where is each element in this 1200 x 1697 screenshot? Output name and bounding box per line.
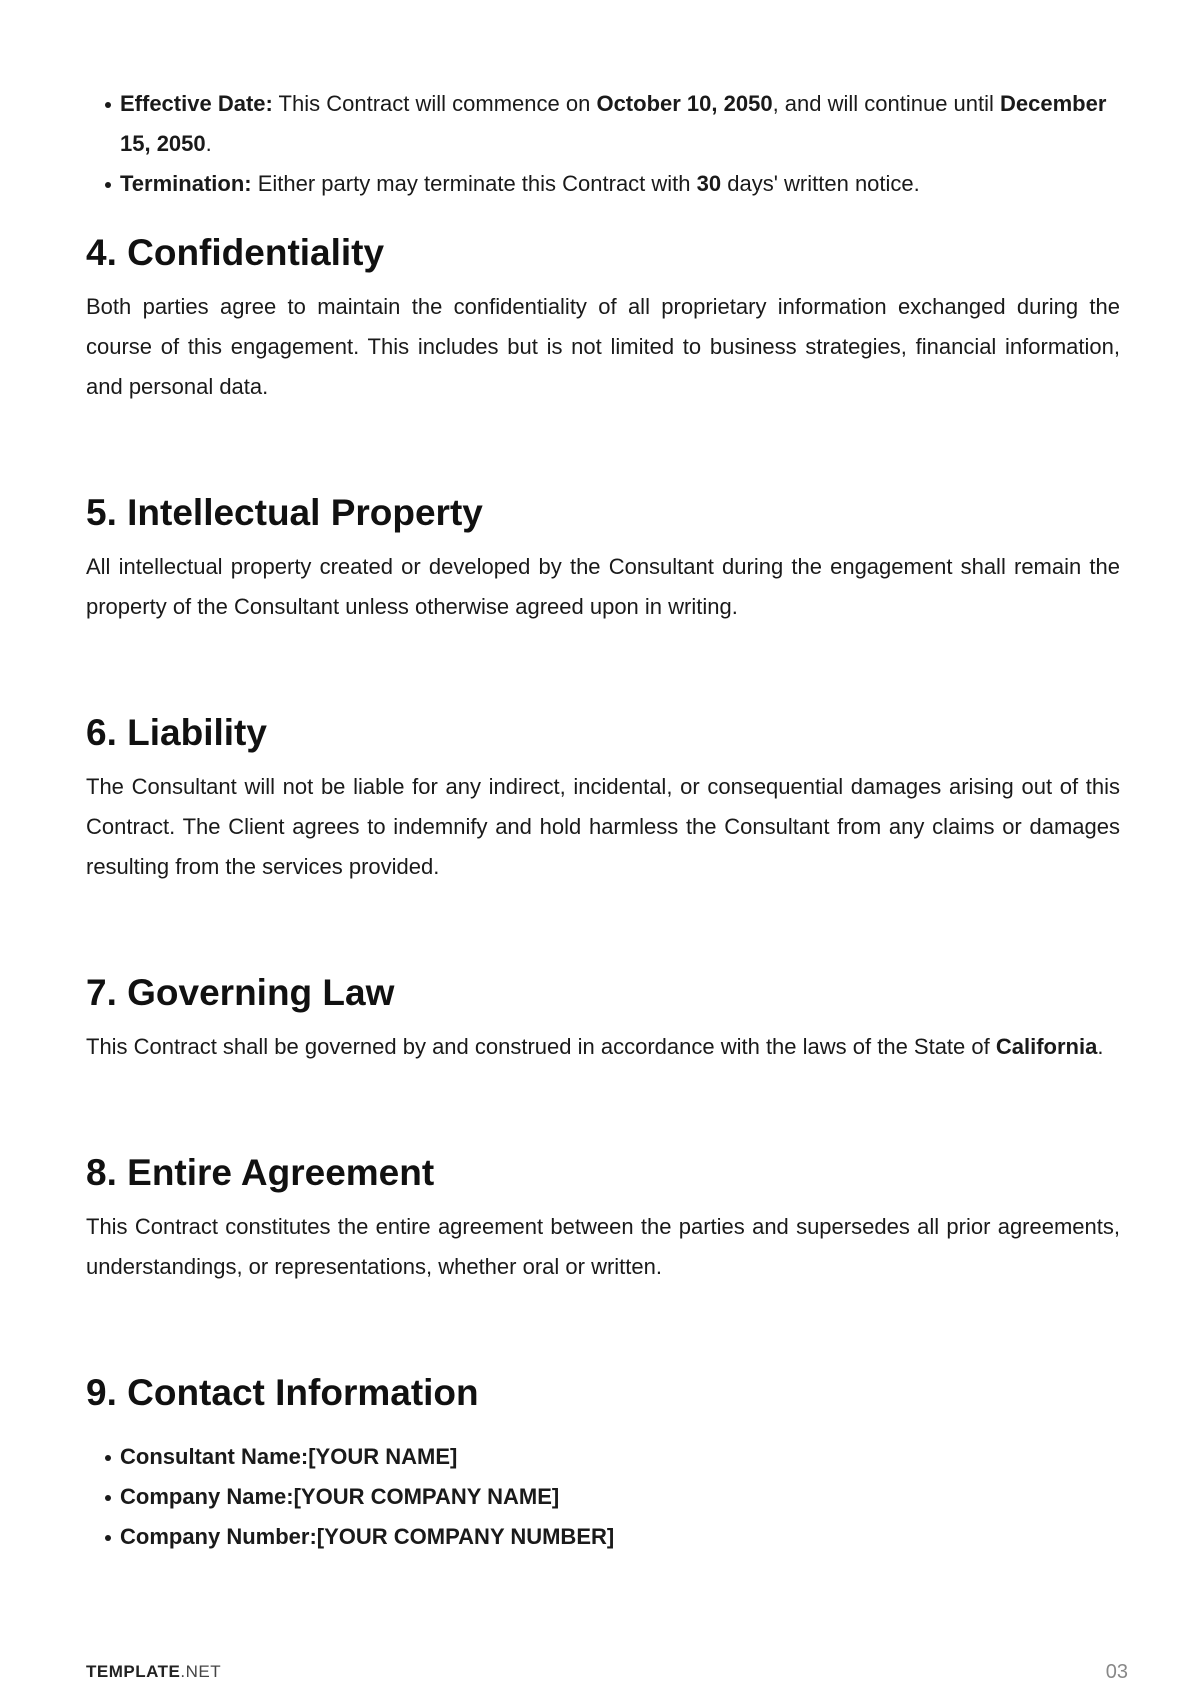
termination-text: Either party may terminate this Contract with (251, 171, 697, 196)
governing-law-period: . (1097, 1034, 1104, 1059)
end-date: December 15, 2050 (120, 91, 1107, 156)
document-page (86, 84, 1120, 1557)
logo-bold: TEMPLATE (86, 1662, 181, 1681)
section-heading: 8. Entire Agreement (86, 1152, 435, 1193)
effective-date-text: This Contract will commence on (272, 91, 597, 116)
contact-item-company-name (86, 1477, 1120, 1517)
termination-label: Termination: (120, 171, 252, 196)
section-governing-law (86, 971, 1120, 1067)
template-net-logo (86, 1662, 221, 1682)
term-bullet-list (86, 84, 1120, 204)
section-body: The Consultant will not be liable for any indirect, incidental, or consequential damages arising out of this Contract. The Client agrees to indemnify and hold harmless the Consultant from any claims or damages resulting from the services provided. (86, 774, 1120, 879)
contact-item-company-number (86, 1517, 1120, 1557)
effective-date-period: . (205, 131, 212, 156)
contact-item-text: Company Number:[YOUR COMPANY NUMBER] (120, 1524, 615, 1549)
section-contact-information (86, 1371, 1120, 1557)
governing-state: California (995, 1034, 1098, 1059)
termination-text-2: days' written notice. (721, 171, 920, 196)
section-heading: 7. Governing Law (86, 972, 395, 1013)
section-entire-agreement (86, 1151, 1120, 1287)
start-date: October 10, 2050 (596, 91, 773, 116)
section-body: This Contract constitutes the entire agreement between the parties and supersedes all prior agreements, understandings, or representations, whether oral or written. (86, 1214, 1120, 1279)
logo-rest: .NET (180, 1662, 222, 1681)
page-footer (86, 1660, 1128, 1684)
contact-item-text: Company Name:[YOUR COMPANY NAME] (120, 1484, 560, 1509)
section-heading: 5. Intellectual Property (86, 492, 483, 533)
effective-date-label: Effective Date: (120, 91, 273, 116)
section-heading: 4. Confidentiality (86, 232, 385, 273)
section-intellectual-property (86, 491, 1120, 627)
effective-date-item (86, 84, 1120, 164)
contact-item-consultant-name (86, 1437, 1120, 1477)
section-body: Both parties agree to maintain the confidentiality of all proprietary information exchanged during the course of this engagement. This includes but is not limited to business strategies, financial information, and personal data. (86, 294, 1120, 399)
page-number: 03 (1105, 1660, 1128, 1683)
section-confidentiality (86, 231, 1120, 407)
governing-law-text: This Contract shall be governed by and construed in accordance with the laws of the State of (86, 1034, 996, 1059)
section-body: All intellectual property created or developed by the Consultant during the engagement shall remain the property of the Consultant unless otherwise agreed upon in writing. (86, 554, 1120, 619)
section-body (86, 1027, 1120, 1067)
section-heading: 6. Liability (86, 712, 267, 753)
effective-date-text-2: , and will continue until (772, 91, 1001, 116)
contact-item-text: Consultant Name:[YOUR NAME] (120, 1444, 458, 1469)
termination-item (86, 164, 1120, 204)
section-heading: 9. Contact Information (86, 1372, 479, 1413)
section-liability (86, 711, 1120, 887)
notice-days: 30 (696, 171, 722, 196)
contact-list (86, 1437, 1120, 1557)
